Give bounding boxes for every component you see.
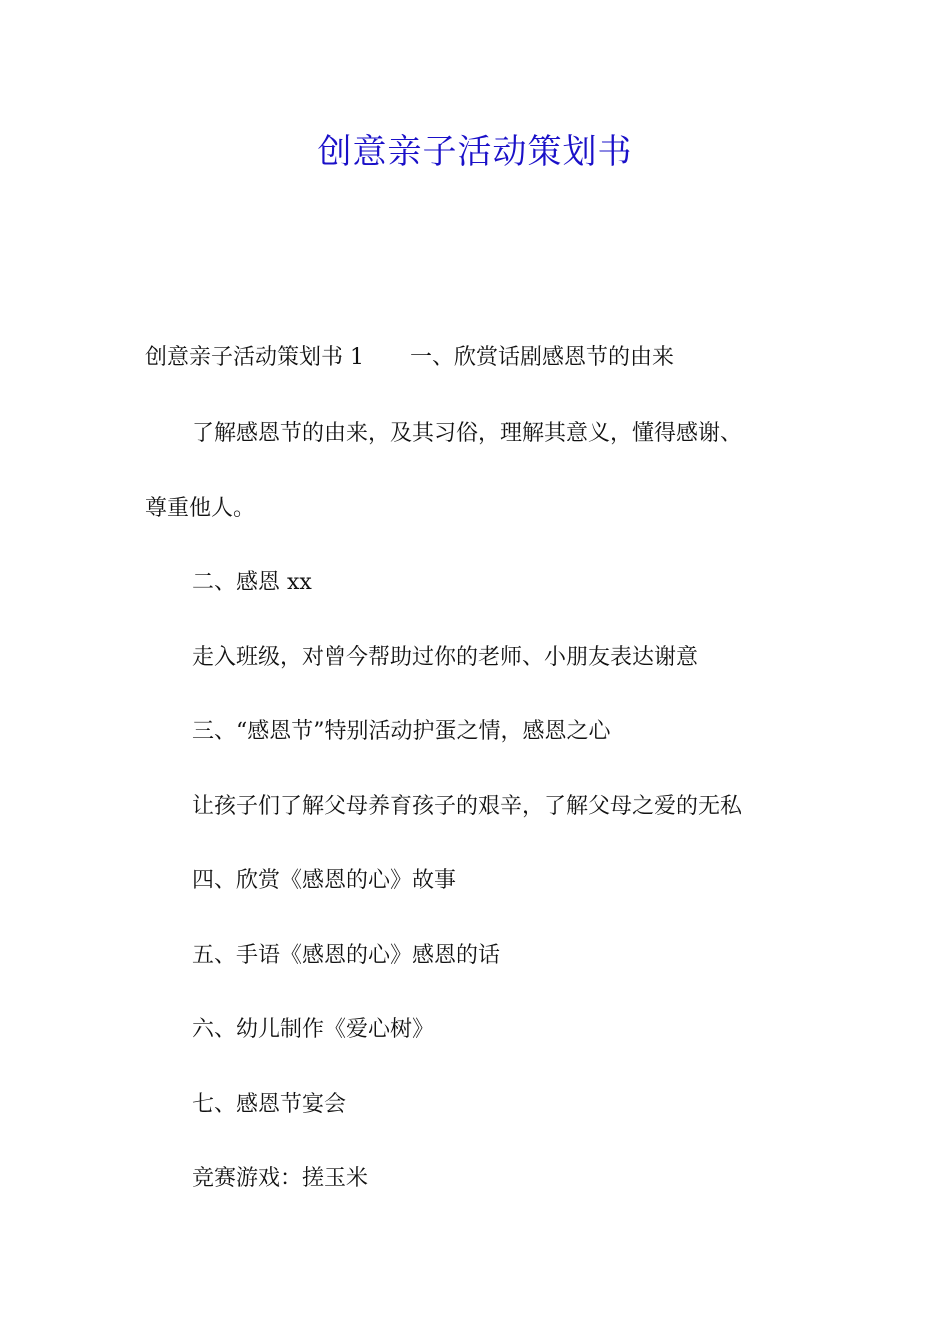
- intro-part-2: 一、欣赏话剧感恩节的由来: [410, 345, 675, 370]
- section-heading: 四、欣赏《感恩的心》故事: [192, 868, 457, 893]
- paragraph-line: 了解感恩节的由来，及其习俗，理解其意义，懂得感谢、: [192, 421, 743, 446]
- paragraph-line: 尊重他人。: [145, 496, 256, 521]
- paragraph-line: 让孩子们了解父母养育孩子的艰辛，了解父母之爱的无私: [192, 794, 743, 819]
- paragraph-line: 走入班级，对曾今帮助过你的老师、小朋友表达谢意: [192, 645, 699, 670]
- document-title: 创意亲子活动策划书: [317, 132, 633, 172]
- section-heading: 七、感恩节宴会: [192, 1092, 347, 1117]
- paragraph-line: 竞赛游戏：搓玉米: [192, 1166, 369, 1191]
- section-heading: 三、“感恩节”特别活动护蛋之情，感恩之心: [192, 719, 611, 744]
- intro-part-1: 创意亲子活动策划书 1: [145, 345, 364, 370]
- section-heading: 二、感恩 xx: [192, 570, 312, 595]
- section-heading: 六、幼儿制作《爱心树》: [192, 1017, 435, 1042]
- intro-line: [145, 342, 674, 374]
- section-heading: 五、手语《感恩的心》感恩的话: [192, 943, 501, 968]
